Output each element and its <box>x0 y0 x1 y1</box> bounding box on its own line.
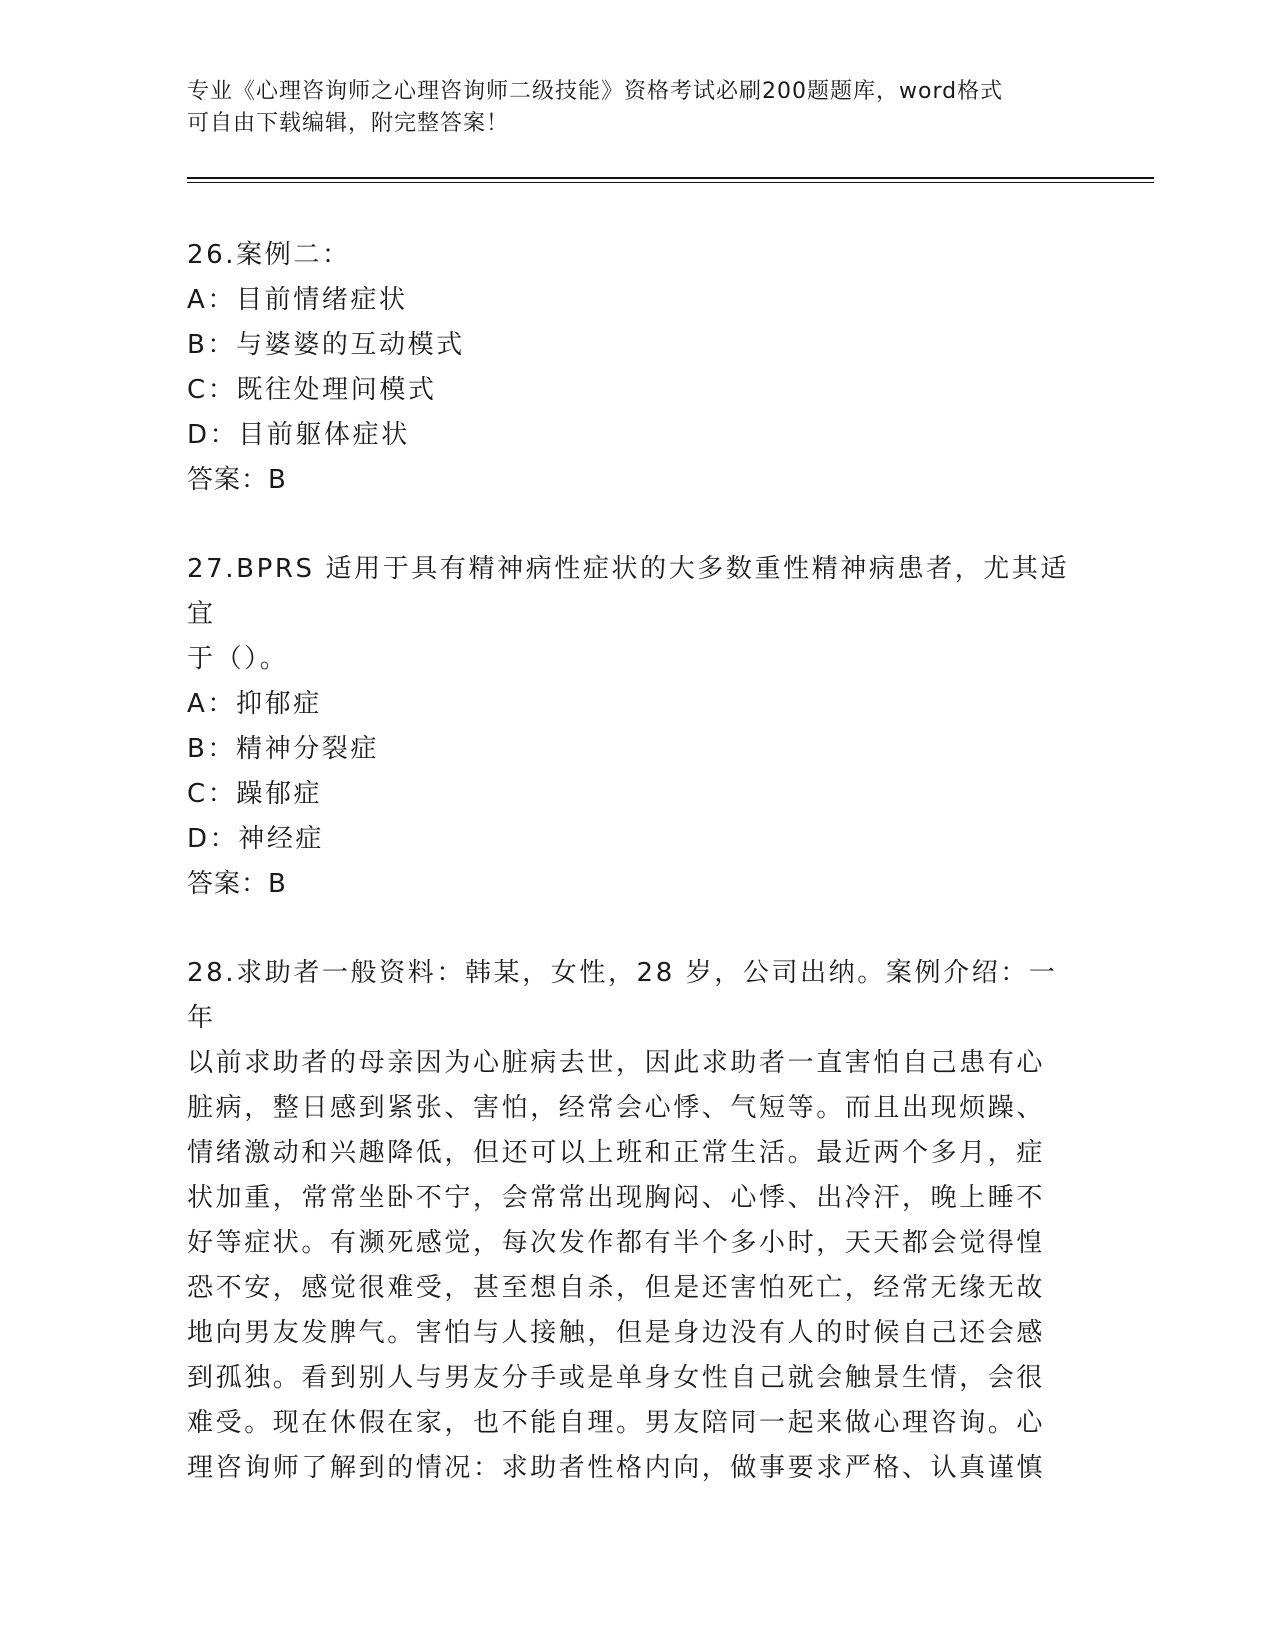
question-text-line: 情绪激动和兴趣降低，但还可以上班和正常生活。最近两个多月，症 <box>187 1138 1046 1168</box>
header-divider-thin <box>187 182 1154 183</box>
option-c: C：既往处理问模式 <box>187 375 437 405</box>
question-27 <box>187 547 1077 907</box>
option-a: A：目前情绪症状 <box>187 285 408 315</box>
answer-line: 答案：B <box>187 465 287 495</box>
option-d: D：目前躯体症状 <box>187 420 410 450</box>
option-b: B：精神分裂症 <box>187 734 380 764</box>
question-stem: 27.BPRS 适用于具有精神病性症状的大多数重性精神病患者，尤其适宜 <box>187 554 1070 629</box>
question-text-line: 状加重，常常坐卧不宁，会常常出现胸闷、心悸、出冷汗，晚上睡不 <box>187 1183 1046 1213</box>
question-text-line: 以前求助者的母亲因为心脏病去世，因此求助者一直害怕自己患有心 <box>187 1048 1046 1078</box>
header-line-2: 可自由下载编辑，附完整答案！ <box>187 111 510 136</box>
question-text-line: 脏病，整日感到紧张、害怕，经常会心悸、气短等。而且出现烦躁、 <box>187 1093 1046 1123</box>
question-text-line: 恐不安，感觉很难受，甚至想自杀，但是还害怕死亡，经常无缘无故 <box>187 1273 1046 1303</box>
question-text-line: 28.求助者一般资料：韩某，女性，28 岁，公司出纳。案例介绍：一年 <box>187 958 1058 1033</box>
option-c: C：躁郁症 <box>187 779 323 809</box>
question-26 <box>187 233 1077 503</box>
question-text-line: 好等症状。有濒死感觉，每次发作都有半个多小时，天天都会觉得惶 <box>187 1228 1046 1258</box>
question-text-line: 理咨询师了解到的情况：求助者性格内向，做事要求严格、认真谨慎 <box>187 1453 1046 1483</box>
answer-line: 答案：B <box>187 869 287 899</box>
header-line-1: 专业《心理咨询师之心理咨询师二级技能》资格考试必刷200题题库，word格式 <box>187 79 1004 104</box>
document-header <box>187 76 1087 140</box>
header-divider-thick <box>187 177 1154 179</box>
question-text-line: 到孤独。看到别人与男友分手或是单身女性自己就会触景生情，会很 <box>187 1363 1046 1393</box>
option-b: B：与婆婆的互动模式 <box>187 330 465 360</box>
question-28 <box>187 951 1077 1491</box>
question-list <box>187 233 1077 1535</box>
question-text-line: 地向男友发脾气。害怕与人接触，但是身边没有人的时候自己还会感 <box>187 1318 1046 1348</box>
question-stem: 26.案例二： <box>187 240 351 270</box>
option-d: D：神经症 <box>187 824 325 854</box>
option-a: A：抑郁症 <box>187 689 322 719</box>
question-stem-continued: 于（）。 <box>187 644 289 674</box>
question-text-line: 难受。现在休假在家，也不能自理。男友陪同一起来做心理咨询。心 <box>187 1408 1046 1438</box>
